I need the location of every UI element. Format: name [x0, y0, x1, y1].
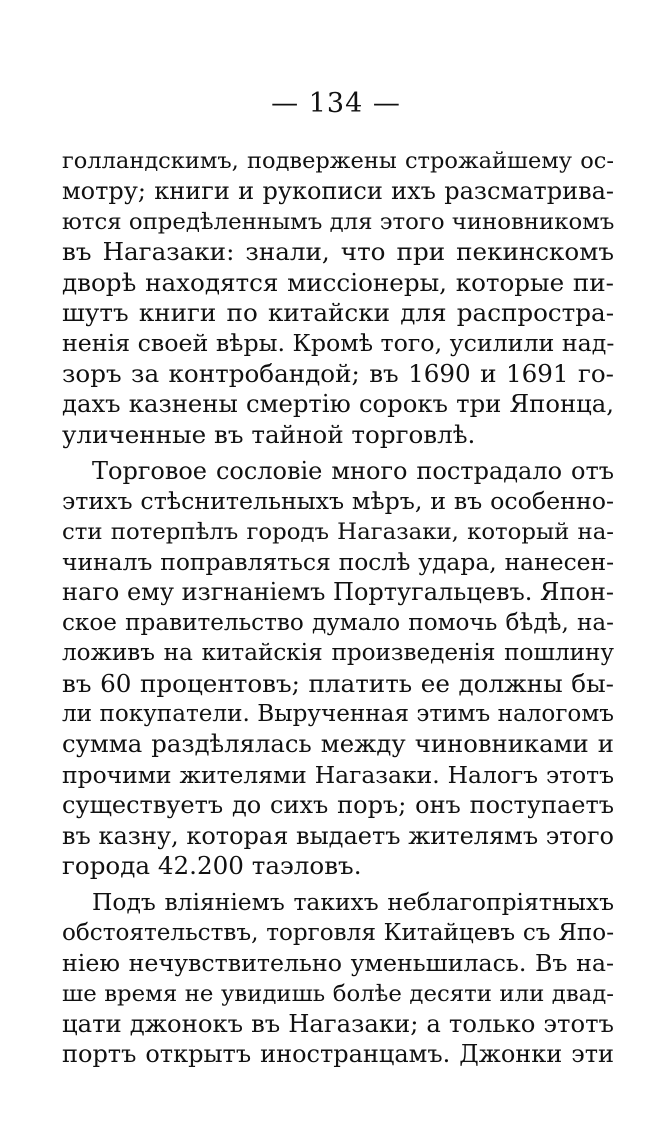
text-line: ненія своей вѣры. Кромѣ того, усилили над- — [62, 329, 615, 358]
text-line: сти потерпѣлъ городъ Нагазаки, который на- — [62, 518, 614, 545]
text-line: этихъ стѣснительныхъ мѣръ, и въ особенно- — [62, 487, 614, 516]
text-line: цати джонокъ въ Нагазаки; а только этотъ — [62, 1008, 614, 1038]
text-line: въ казну, которая выдаетъ жителямъ этого — [62, 821, 614, 850]
page-number: — 134 — — [271, 88, 401, 119]
paragraph-3 — [62, 887, 614, 1069]
text-line: Торговое сословіе много пострадало отъ — [92, 456, 614, 485]
text-line: мотру; книги и рукописи ихъ разсматрива- — [62, 177, 614, 206]
text-line: зоръ за контробандой; въ 1690 и 1691 го- — [62, 358, 614, 388]
body-text — [62, 146, 614, 1070]
text-line: ются опредѣленнымъ для этого чиновникомъ — [62, 208, 615, 235]
text-line: сумма раздѣлялась между чиновниками и — [62, 729, 614, 759]
text-line: шутъ книги по китайски для распростра- — [62, 297, 614, 327]
text-line: существуетъ до сихъ поръ; онъ поступаетъ — [62, 791, 614, 820]
text-line: чиналъ поправляться послѣ удара, нанесен- — [62, 548, 614, 577]
text-line: ское правительство думало помочь бѣдѣ, на- — [62, 609, 614, 636]
paragraph-2 — [62, 456, 614, 881]
text-line: ли покупатели. Вырученная этимъ налогомъ — [62, 701, 614, 728]
text-line: города 42.200 таэловъ. — [62, 850, 362, 880]
text-line: въ Нагазаки: знали, что при пекинскомъ — [62, 237, 614, 267]
text-line: прочими жителями Нагазаки. Налогъ этотъ — [62, 760, 614, 789]
text-line: наго ему изгнаніемъ Португальцевъ. Япон- — [62, 578, 614, 607]
text-line: голландскимъ, подвержены строжайшему ос- — [62, 148, 614, 174]
paragraph-1 — [62, 146, 614, 450]
text-line: ніею нечувствительно уменьшилась. Въ на- — [62, 949, 614, 978]
text-line: ложивъ на китайскія произведенія пошлину — [62, 640, 614, 667]
text-line: дворѣ находятся миссіонеры, которые пи- — [62, 267, 614, 297]
text-line: портъ открытъ иностранцамъ. Джонки эти — [62, 1040, 614, 1069]
text-line: въ 60 процентовъ; платить ее должны бы- — [62, 668, 614, 698]
text-line: дахъ казнены смертію сорокъ три Японца, — [62, 389, 614, 419]
text-line: ше время не увидишь болѣе десяти или двад- — [62, 980, 614, 1007]
text-line: Подъ вліяніемъ такихъ неблагопріятныхъ — [92, 888, 614, 917]
text-line: уличенные въ тайной торговлѣ. — [62, 419, 476, 449]
text-line: обстоятельствъ, торговля Китайцевъ съ Япо- — [62, 919, 614, 946]
